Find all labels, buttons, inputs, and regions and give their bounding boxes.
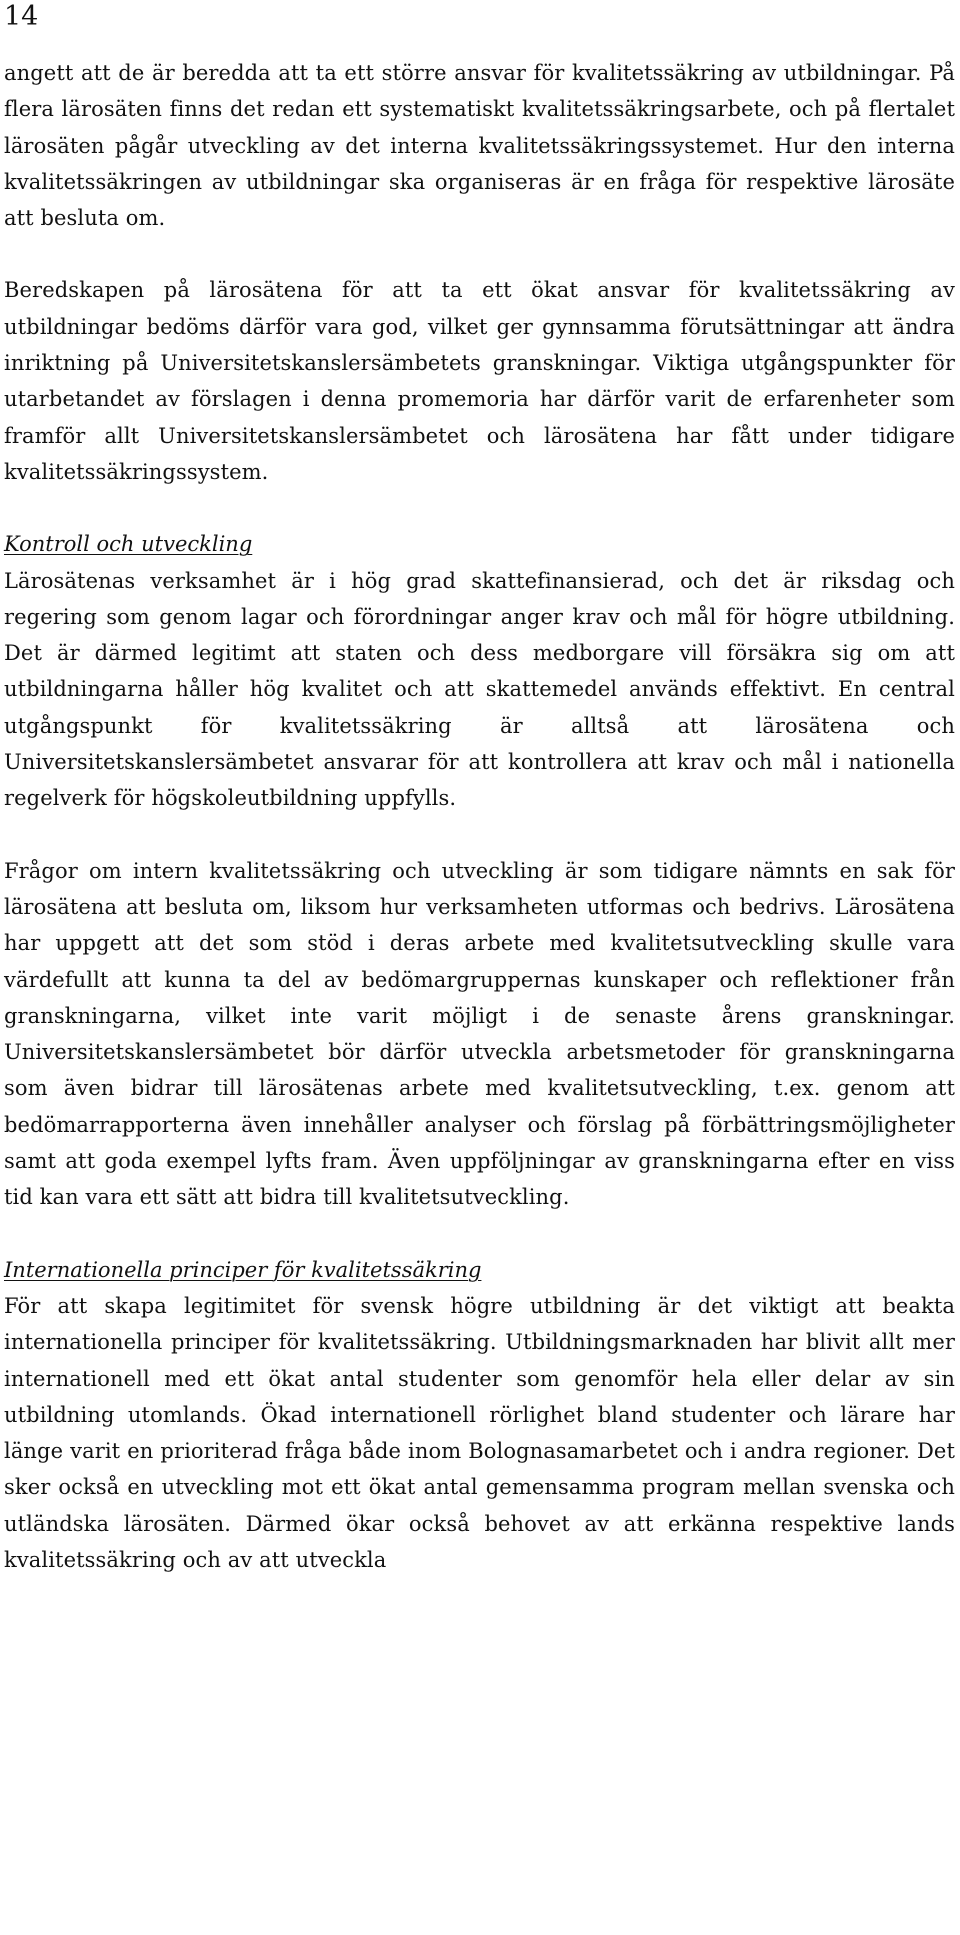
paragraph-5: För att skapa legitimitet för svensk högre utbildning är det viktigt att beakta internationella principer för kvalitetssäkring. Utbildningsmarknaden har blivit allt mer internationell med ett ökat antal studenter som genomför hela eller delar av sin utbildning utomlands. Ökad internationell rörlighet bland studenter och lärare har länge varit en prioriterad fråga både inom Bolognasamarbetet och i andra regioner. Det sker också en utveckling mot ett ökat antal gemensamma program mellan svenska och utländska lärosäten. Därmed ökar också behovet av att erkänna respektive lands kvalitetssäkring och av att utveckla (4, 1293, 955, 1572)
page-number: 14 (4, 1, 39, 32)
paragraph-4: Frågor om intern kvalitetssäkring och utveckling är som tidigare nämnts en sak för lärosätena att besluta om, liksom hur verksamheten utformas och bedrivs. Lärosätena har uppgett att det som stöd i deras arbete med kvalitetsutveckling skulle vara värdefullt att kunna ta del av bedömargruppernas kunskaper och reflektioner från granskningarna, vilket inte varit möjligt i de senaste årens granskningar. Universitetskanslersämbetet bör därför utveckla arbetsmetoder för granskningarna som även bidrar till lärosätenas arbete med kvalitetsutveckling, t.ex. genom att bedömarrapporterna även innehåller analyser och förslag på förbättringsmöjligheter samt att goda exempel lyfts fram. Även uppföljningar av granskningarna efter en viss tid kan vara ett sätt att bidra till kvalitetsutveckling. (4, 858, 955, 1210)
paragraph-3: Lärosätenas verksamhet är i hög grad skattefinansierad, och det är riksdag och regering som genom lagar och förordningar anger krav och mål för högre utbildning. Det är därmed legitimt att staten och dess medborgare vill försäkra sig om att utbildningarna håller hög kvalitet och att skattemedel används effektivt. En central utgångspunkt för kvalitetssäkring är alltså att lärosätena och Universitetskanslersämbetet ansvarar för att kontrollera att krav och mål i nationella regelverk för högskoleutbildning uppfylls. (4, 568, 955, 811)
section-heading-kontroll: Kontroll och utveckling (4, 532, 253, 557)
paragraph-2: Beredskapen på lärosätena för att ta ett ökat ansvar för kvalitetssäkring av utbildningar bedöms därför vara god, vilket ger gynnsamma förutsättningar att ändra inriktning på Universitetskanslersämbetets granskningar. Viktiga utgångspunkter för utarbetandet av förslagen i denna promemoria har därför varit de erfarenheter som framför allt Universitetskanslersämbetet och lärosätena har fått under tidigare kvalitetssäkringssystem. (4, 278, 955, 484)
section-heading-internationella: Internationella principer för kvalitetssäkring (4, 1257, 482, 1282)
document-body (4, 55, 955, 1578)
paragraph-1: angett att de är beredda att ta ett större ansvar för kvalitetssäkring av utbildningar. På flera lärosäten finns det redan ett systematiskt kvalitetssäkringsarbete, och på flertalet lärosäten pågår utveckling av det interna kvalitetssäkringssystemet. Hur den interna kvalitetssäkringen av utbildningar ska organiseras är en fråga för respektive lärosäte att besluta om. (4, 61, 955, 231)
